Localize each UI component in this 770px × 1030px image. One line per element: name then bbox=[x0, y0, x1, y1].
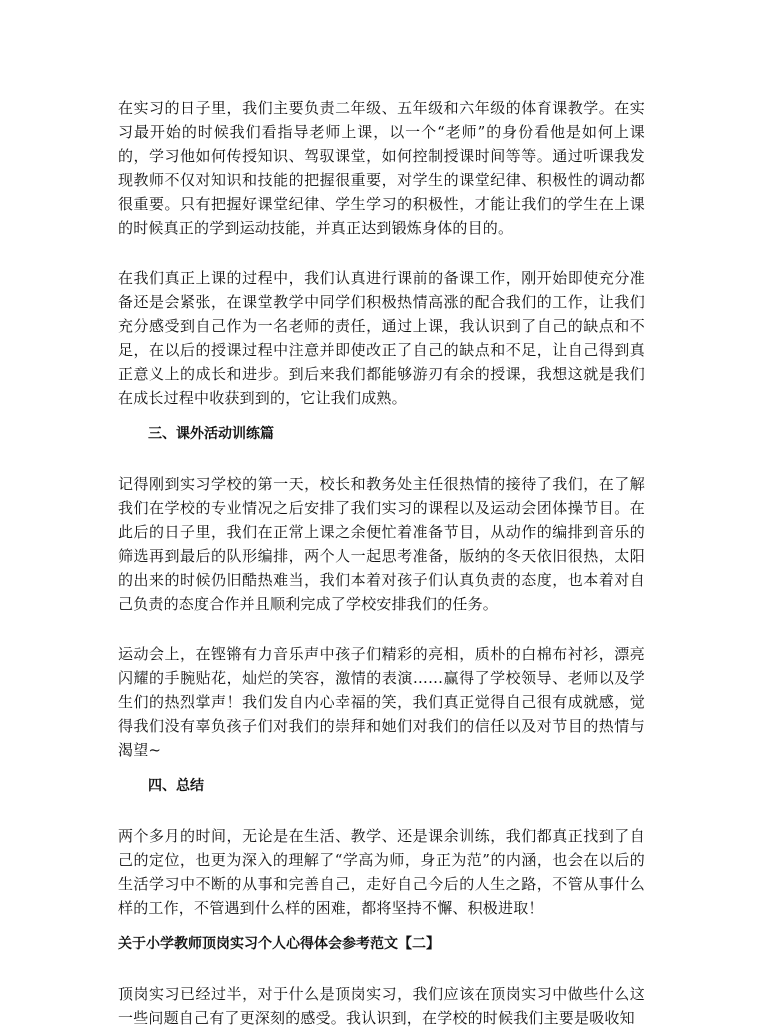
spacer bbox=[118, 798, 645, 824]
spacer bbox=[118, 410, 645, 422]
paragraph-class-process: 在我们真正上课的过程中，我们认真进行课前的备课工作，刚开始即使充分准备还是会紧张，在课堂教学中同学们积极热情高涨的配合我们的工作，让我们充分感受到自己作为一名老师的责任，通过上课，我认识到了自己的缺点和不足，在以后的授课过程中注意并即使改正了自己的缺点和不足，让自己得到真正意义上的成长和进步。到后来我们都能够游刃有余的授课，我想这就是我们在成长过程中收获到到的，它让我们成熟。 bbox=[118, 269, 645, 407]
paragraph-sports-meet: 运动会上，在铿锵有力音乐声中孩子们精彩的亮相，质朴的白棉布衬衫，漂亮闪耀的手腕贴花，灿烂的笑容，激情的表演……赢得了学校领导、老师以及学生们的热烈掌声！我们发自内心幸福的笑，我们真正觉得自己很有成就感，觉得我们没有辜负孩子们对我们的崇拜和她们对我们的信任以及对节目的热情与渴望~ bbox=[118, 645, 645, 759]
spacer bbox=[118, 446, 645, 472]
spacer bbox=[118, 240, 645, 266]
article-title-two: 关于小学教师顶岗实习个人心得体会参考范文【二】 bbox=[118, 936, 440, 952]
section-heading-summary: 四、总结 bbox=[148, 778, 204, 794]
paragraph-summary: 两个多月的时间，无论是在生活、教学、还是课余训练，我们都真正找到了自己的定位，也更为深入的理解了“学高为师，身正为范”的内涵，也会在以后的生活学习中不断的从事和完善自己，走好自己今后的人生之路，不管从事什么样的工作，不管遇到什么样的困难，都将坚持不懈、积极进取！ bbox=[118, 827, 645, 917]
spacer bbox=[118, 956, 645, 982]
document-page bbox=[118, 96, 645, 1030]
spacer bbox=[118, 616, 645, 642]
paragraph-internship-half: 顶岗实习已经过半，对于什么是顶岗实习，我们应该在顶岗实习中做些什么这一些问题自己有了更深刻的感受。我认识到，在学校的时候我们主要是吸收知 bbox=[118, 985, 645, 1027]
paragraph-teaching-intro: 在实习的日子里，我们主要负责二年级、五年级和六年级的体育课教学。在实习最开始的时候我们看指导老师上课，以一个“老师”的身份看他是如何上课的，学习他如何传授知识、驾驭课堂，如何控制授课时间等等。通过听课我发现教师不仅对知识和技能的把握很重要，对学生的课堂纪律、积极性的调动都很重要。只有把握好课堂纪律、学生学习的积极性，才能让我们的学生在上课的时候真正的学到运动技能，并真正达到锻炼身体的目的。 bbox=[118, 99, 645, 237]
section-heading-extracurricular: 三、课外活动训练篇 bbox=[148, 426, 274, 442]
spacer bbox=[118, 762, 645, 774]
spacer bbox=[118, 920, 645, 932]
paragraph-first-day: 记得刚到实习学校的第一天，校长和教务处主任很热情的接待了我们，在了解我们在学校的专业情况之后安排了我们实习的课程以及运动会团体操节目。在此后的日子里，我们在正常上课之余便忙着准备节目，从动作的编排到音乐的筛选再到最后的队形编排，两个人一起思考准备，版纳的冬天依旧很热，太阳的出来的时候仍旧酷热难当，我们本着对孩子们认真负责的态度，也本着对自己负责的态度合作并且顺利完成了学校安排我们的任务。 bbox=[118, 475, 645, 613]
